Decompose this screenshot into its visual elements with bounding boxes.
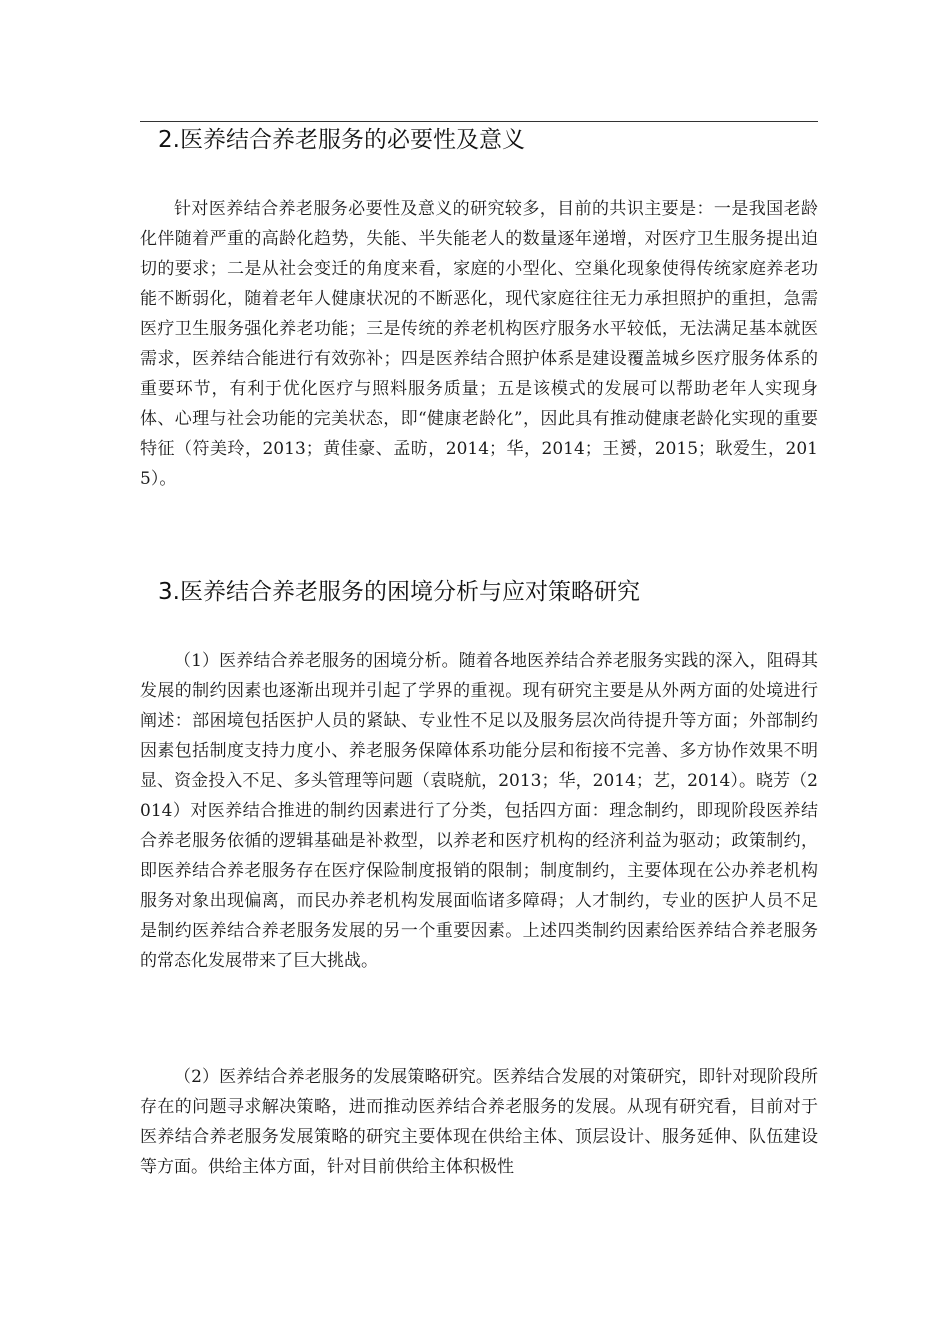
paragraph-dilemma: （1）医养结合养老服务的困境分析。随着各地医养结合养老服务实践的深入，阻碍其发展的制约因素也逐渐出现并引起了学界的重视。现有研究主要是从外两方面的处境进行阐述：部困境包括医护人员的紧缺、专业性不足以及服务层次尚待提升等方面；外部制约因素包括制度支持力度小、养老服务保障体系功能分层和衔接不完善、多方协作效果不明显、资金投入不足、多头管理等问题（袁晓航，2013；华，2014；艺，2014）。晓芳（2014）对医养结合推进的制约因素进行了分类，包括四方面：理念制约，即现阶段医养结合养老服务依循的逻辑基础是补救型，以养老和医疗机构的经济利益为驱动；政策制约，即医养结合养老服务存在医疗保险制度报销的限制；制度制约，主要体现在公办养老机构服务对象出现偏离，而民办养老机构发展面临诸多障碍；人才制约，专业的医护人员不足是制约医养结合养老服务发展的另一个重要因素。上述四类制约因素给医养结合养老服务的常态化发展带来了巨大挑战。 (140, 651, 818, 971)
section-heading-3: 3.医养结合养老服务的困境分析与应对策略研究 (158, 579, 640, 605)
section-heading-2: 2.医养结合养老服务的必要性及意义 (158, 127, 525, 153)
paragraph-strategy: （2）医养结合养老服务的发展策略研究。医养结合发展的对策研究，即针对现阶段所存在的问题寻求解决策略，进而推动医养结合养老服务的发展。从现有研究看，目前对于医养结合养老服务发展策略的研究主要体现在供给主体、顶层设计、服务延伸、队伍建设等方面。供给主体方面，针对目前供给主体积极性 (140, 1067, 818, 1177)
top-rule (140, 121, 818, 122)
paragraph-necessity: 针对医养结合养老服务必要性及意义的研究较多，目前的共识主要是：一是我国老龄化伴随着严重的高龄化趋势，失能、半失能老人的数量逐年递增，对医疗卫生服务提出迫切的要求；二是从社会变迁的角度来看，家庭的小型化、空巢化现象使得传统家庭养老功能不断弱化，随着老年人健康状况的不断恶化，现代家庭往往无力承担照护的重担，急需医疗卫生服务强化养老功能；三是传统的养老机构医疗服务水平较低，无法满足基本就医需求，医养结合能进行有效弥补；四是医养结合照护体系是建设覆盖城乡医疗服务体系的重要环节，有利于优化医疗与照料服务质量；五是该模式的发展可以帮助老年人实现身体、心理与社会功能的完美状态，即“健康老龄化”，因此具有推动健康老龄化实现的重要特征（符美玲，2013；黄佳豪、孟昉，2014；华，2014；王赟，2015；耿爱生，2015）。 (140, 199, 818, 489)
